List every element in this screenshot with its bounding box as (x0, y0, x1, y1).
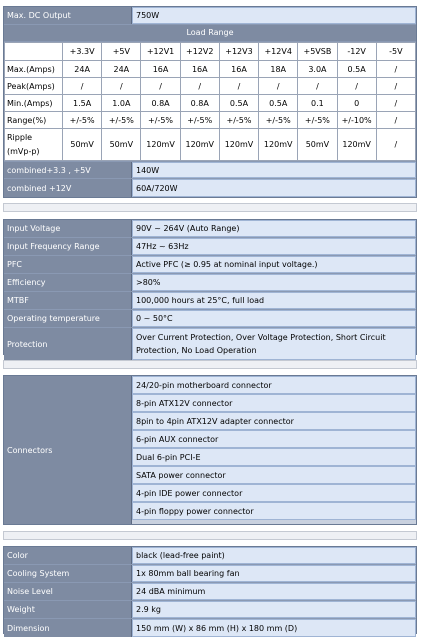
col-header: +12V4 (259, 43, 298, 61)
table-cell: 120mV (219, 129, 258, 161)
table-cell: 50mV (63, 129, 102, 161)
table-cell: 0.8A (141, 95, 180, 112)
section-separator (3, 531, 417, 540)
table-cell: 120mV (180, 129, 219, 161)
combined-12-row (4, 179, 416, 197)
table-cell: 16A (141, 61, 180, 78)
table-cell: / (376, 112, 415, 129)
physical-spec-block (3, 546, 417, 634)
col-header: +5V (102, 43, 141, 61)
spec-value: 2.9 kg (132, 601, 416, 618)
spec-row (4, 565, 416, 583)
table-cell: 18A (259, 61, 298, 78)
connectors-label: Connectors (4, 376, 132, 524)
spec-label: Protection (4, 328, 132, 360)
table-cell: 0.5A (219, 95, 258, 112)
table-cell: / (102, 78, 141, 95)
input-spec-block (3, 219, 417, 355)
row-label: Peak(Amps) (5, 78, 63, 95)
table-cell: +/-5% (219, 112, 258, 129)
spec-row (4, 601, 416, 619)
spec-value: 24 dBA minimum (132, 583, 416, 600)
spec-label: Input Frequency Range (4, 238, 132, 255)
spec-row (4, 292, 416, 310)
table-cell: +/-5% (298, 112, 337, 129)
col-header: +5VSB (298, 43, 337, 61)
spec-row (4, 256, 416, 274)
spec-value: 1x 80mm ball bearing fan (132, 565, 416, 582)
load-range-header-row (5, 43, 416, 61)
spec-label: Dimension (4, 619, 132, 637)
corner-cell (5, 43, 63, 61)
col-header: -5V (376, 43, 415, 61)
table-cell: 24A (63, 61, 102, 78)
table-cell: / (141, 78, 180, 95)
spec-label: MTBF (4, 292, 132, 309)
table-cell: 120mV (259, 129, 298, 161)
table-cell: / (298, 78, 337, 95)
connector-item: SATA power connector (132, 466, 416, 484)
table-cell: 0 (337, 95, 376, 112)
range-row (5, 112, 416, 129)
table-cell: 0.8A (180, 95, 219, 112)
table-cell: / (376, 61, 415, 78)
row-label: Range(%) (5, 112, 63, 129)
spec-label: Cooling System (4, 565, 132, 582)
spec-row (4, 310, 416, 328)
load-range-table (4, 42, 416, 161)
max-dc-output-label: Max. DC Output (4, 7, 132, 24)
table-cell: / (376, 78, 415, 95)
max-amps-row (5, 61, 416, 78)
spec-value: 150 mm (W) x 86 mm (H) x 180 mm (D) (132, 619, 416, 637)
spec-row (4, 583, 416, 601)
combined-33-label: combined+3.3 , +5V (4, 162, 132, 178)
connector-item: 6-pin AUX connector (132, 430, 416, 448)
table-cell: 24A (102, 61, 141, 78)
table-cell: +/-5% (63, 112, 102, 129)
table-cell: 120mV (141, 129, 180, 161)
table-cell: +/-5% (102, 112, 141, 129)
connector-item: 8pin to 4pin ATX12V adapter connector (132, 412, 416, 430)
combined-33-value: 140W (132, 162, 416, 178)
spec-label: Weight (4, 601, 132, 618)
ripple-label-line2: (mVp-p) (7, 146, 40, 156)
row-label: Min.(Amps) (5, 95, 63, 112)
col-header: -12V (337, 43, 376, 61)
connectors-block (3, 375, 417, 525)
col-header: +12V1 (141, 43, 180, 61)
connectors-list (132, 376, 416, 524)
col-header: +12V3 (219, 43, 258, 61)
connector-item: 8-pin ATX12V connector (132, 394, 416, 412)
spec-value: Active PFC (≥ 0.95 at nominal input voltage.) (132, 256, 416, 273)
table-cell: 0.5A (337, 61, 376, 78)
spec-row (4, 274, 416, 292)
max-dc-output-row (4, 7, 416, 25)
ripple-label (5, 129, 63, 161)
section-separator (3, 203, 417, 212)
table-cell: 1.5A (63, 95, 102, 112)
connector-item: Dual 6-pin PCI-E (132, 448, 416, 466)
table-cell: / (337, 78, 376, 95)
combined-33-row (4, 161, 416, 179)
spec-row (4, 328, 416, 360)
combined-12-value: 60A/720W (132, 179, 416, 197)
table-cell: 0.5A (259, 95, 298, 112)
table-cell: 3.0A (298, 61, 337, 78)
table-cell: / (63, 78, 102, 95)
spec-value: Over Current Protection, Over Voltage Protection, Short Circuit Protection, No Load Operation (132, 328, 416, 360)
table-cell: 50mV (298, 129, 337, 161)
output-spec-block (3, 6, 417, 198)
table-cell: +/-5% (141, 112, 180, 129)
table-cell: 0.1 (298, 95, 337, 112)
max-dc-output-value: 750W (132, 7, 416, 24)
spec-row (4, 220, 416, 238)
spec-value: 100,000 hours at 25°C, full load (132, 292, 416, 309)
spec-row (4, 238, 416, 256)
spec-value: 90V ~ 264V (Auto Range) (132, 220, 416, 237)
spec-label: Noise Level (4, 583, 132, 600)
table-cell: / (376, 95, 415, 112)
ripple-row (5, 129, 416, 161)
spec-label: Color (4, 547, 132, 564)
spec-value: 47Hz ~ 63Hz (132, 238, 416, 255)
table-cell: / (259, 78, 298, 95)
section-separator (3, 360, 417, 369)
connector-item: 4-pin floppy power connector (132, 502, 416, 520)
col-header: +3.3V (63, 43, 102, 61)
table-cell: 120mV (337, 129, 376, 161)
table-cell: / (180, 78, 219, 95)
load-range-title: Load Range (4, 25, 416, 42)
table-cell: 16A (180, 61, 219, 78)
table-cell: +/-10% (337, 112, 376, 129)
table-cell: 16A (219, 61, 258, 78)
spec-row (4, 547, 416, 565)
table-cell: / (219, 78, 258, 95)
row-label: Max.(Amps) (5, 61, 63, 78)
peak-amps-row (5, 78, 416, 95)
connector-item: 4-pin IDE power connector (132, 484, 416, 502)
spec-label: PFC (4, 256, 132, 273)
spec-label: Operating temperature (4, 310, 132, 327)
table-cell: 50mV (102, 129, 141, 161)
spec-label: Efficiency (4, 274, 132, 291)
connector-item: 24/20-pin motherboard connector (132, 376, 416, 394)
table-cell: +/-5% (180, 112, 219, 129)
table-cell: +/-5% (259, 112, 298, 129)
col-header: +12V2 (180, 43, 219, 61)
table-cell: / (376, 129, 415, 161)
spec-row (4, 619, 416, 637)
spec-value: 0 ~ 50°C (132, 310, 416, 327)
combined-12-label: combined +12V (4, 179, 132, 197)
spec-value: >80% (132, 274, 416, 291)
ripple-label-line1: Ripple (7, 132, 33, 142)
min-amps-row (5, 95, 416, 112)
spec-label: Input Voltage (4, 220, 132, 237)
spec-value: black (lead-free paint) (132, 547, 416, 564)
table-cell: 1.0A (102, 95, 141, 112)
